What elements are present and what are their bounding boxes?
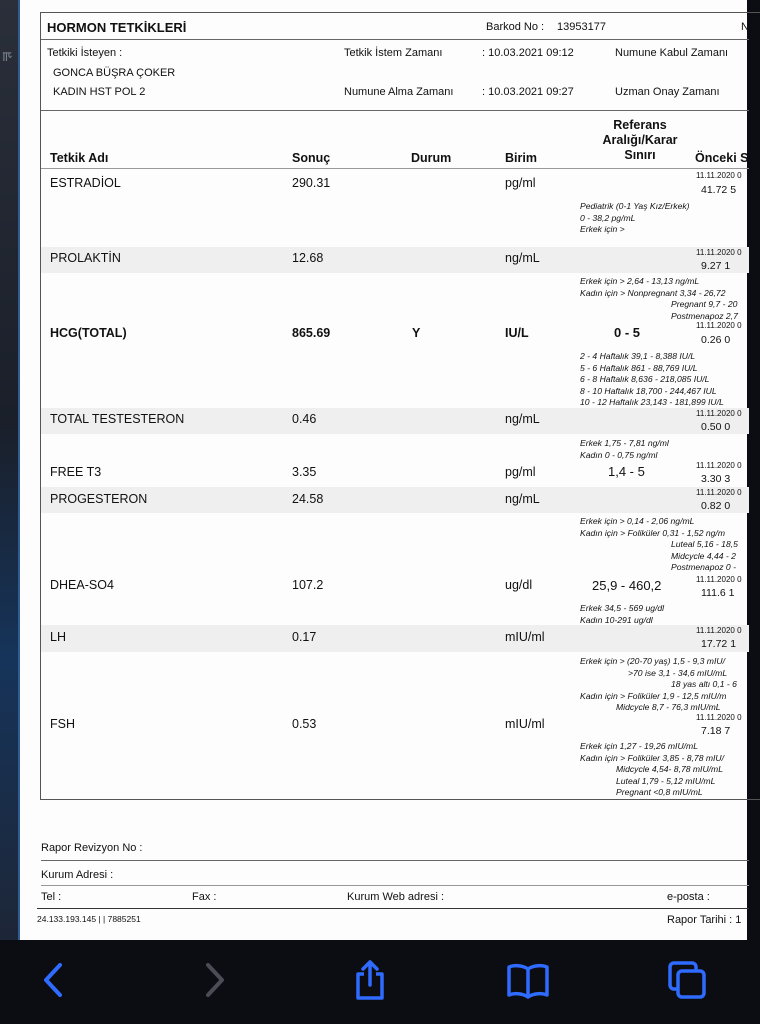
test-unit: pg/ml bbox=[505, 465, 536, 479]
address-label: Kurum Adresi : bbox=[41, 869, 114, 881]
reference-note: 2 - 4 Haftalık 39,1 - 8,388 IU/L 5 - 6 Haftalık 861 - 88,769 IU/L 6 - 8 Haftalık 8,636 - 218,085 IU/L 8 - 10 Haftalık 18,700 - 244,467 IUL 10 - 12 Haftalık 23,143 - 181,899 IU/L bbox=[580, 351, 724, 407]
col-header-previous: Önceki S bbox=[695, 151, 749, 165]
previous-value: 0.26 0 bbox=[701, 334, 731, 346]
previous-value: 3.30 3 bbox=[701, 473, 731, 485]
test-name: TOTAL TESTESTERON bbox=[50, 412, 185, 426]
reference-note: Erkek için > 0,14 - 2,06 ng/mL Kadın için > Foliküler 0,31 - 1,52 ng/m Luteal 5,16 - 18,5 Midcycle 4,44 - 2 Postmenapoz 0 - bbox=[580, 516, 738, 572]
test-unit: mIU/ml bbox=[505, 717, 545, 731]
previous-date: 11.11.2020 0 bbox=[696, 713, 742, 722]
test-result: 12.68 bbox=[292, 251, 324, 265]
ip-line: 24.133.193.145 | | 7885251 bbox=[37, 914, 141, 924]
previous-value: 7.18 7 bbox=[701, 725, 731, 737]
test-unit: ng/mL bbox=[505, 412, 540, 426]
browser-toolbar bbox=[0, 940, 747, 1024]
fax-label: Fax : bbox=[192, 891, 217, 903]
request-time-label: Tetkik İstem Zamanı bbox=[344, 47, 443, 59]
test-unit: mIU/ml bbox=[505, 630, 545, 644]
previous-date: 11.11.2020 0 bbox=[696, 575, 742, 584]
header-cut-text: N bbox=[741, 21, 749, 33]
patient-divider bbox=[41, 110, 749, 111]
test-result: 0.17 bbox=[292, 630, 317, 644]
reference-note: Erkek 34,5 - 569 ug/dl Kadın 10-291 ug/dl bbox=[580, 603, 665, 625]
test-result: 24.58 bbox=[292, 492, 324, 506]
forward-button[interactable] bbox=[190, 958, 240, 1002]
previous-value: 17.72 1 bbox=[701, 638, 737, 650]
test-name: FSH bbox=[50, 717, 75, 731]
barcode-value: 13953177 bbox=[557, 21, 606, 33]
sample-time-label: Numune Alma Zamanı bbox=[344, 86, 454, 98]
tel-label: Tel : bbox=[41, 891, 62, 903]
sample-time-value: : 10.03.2021 09:27 bbox=[482, 86, 574, 98]
previous-date: 11.11.2020 0 bbox=[696, 488, 742, 497]
test-result: 0.53 bbox=[292, 717, 317, 731]
reference-note: Pediatrik (0-1 Yaş Kız/Erkek) 0 - 38,2 pg/mL Erkek için > bbox=[580, 201, 690, 234]
previous-date: 11.11.2020 0 bbox=[696, 409, 742, 418]
web-label: Kurum Web adresi : bbox=[347, 891, 445, 903]
row-shade-prolaktin bbox=[41, 247, 749, 273]
header-divider bbox=[41, 39, 749, 40]
test-unit: ng/mL bbox=[505, 492, 540, 506]
test-status-flag: Y bbox=[412, 326, 421, 340]
share-icon bbox=[352, 959, 388, 1001]
requester-label: Tetkiki İsteyen : bbox=[47, 47, 123, 59]
test-unit: ug/dl bbox=[505, 578, 533, 592]
test-name: FREE T3 bbox=[50, 465, 102, 479]
patient-name: GONCA BÜŞRA ÇOKER bbox=[53, 67, 176, 79]
col-header-status: Durum bbox=[411, 151, 452, 165]
footer-divider bbox=[41, 860, 749, 861]
previous-value: 0.50 0 bbox=[701, 421, 731, 433]
test-name: LH bbox=[50, 630, 66, 644]
request-time-value: : 10.03.2021 09:12 bbox=[482, 47, 574, 59]
col-header-reference: Referans Aralığı/Karar Sınırı bbox=[602, 118, 678, 162]
bookmarks-button[interactable] bbox=[503, 958, 553, 1002]
footer-divider-3 bbox=[37, 908, 749, 909]
test-result: 107.2 bbox=[292, 578, 324, 592]
test-name: HCG(TOTAL) bbox=[50, 326, 127, 340]
forward-icon bbox=[203, 962, 227, 998]
footer-divider-2 bbox=[41, 885, 749, 886]
reference-note: Erkek için 1,27 - 19,26 mIU/mL Kadın için > Foliküler 3,85 - 8,78 mIU/ Midcycle 4,54- 8,78 mIU/mL Luteal 1,79 - 5,12 mIU/mL Pregnant <0,8 mIU/mL bbox=[580, 741, 725, 797]
background-glyph: ꯒ bbox=[2, 50, 13, 65]
reference-range: 1,4 - 5 bbox=[608, 464, 645, 479]
previous-date: 11.11.2020 0 bbox=[696, 461, 742, 470]
previous-date: 11.11.2020 0 bbox=[696, 321, 742, 330]
test-name: ESTRADİOL bbox=[50, 176, 121, 190]
background-window-edge bbox=[0, 0, 20, 940]
share-button[interactable] bbox=[345, 958, 395, 1002]
previous-value: 9.27 1 bbox=[701, 260, 731, 272]
tabs-button[interactable] bbox=[662, 958, 712, 1002]
report-date-label: Rapor Tarihi : 1 bbox=[667, 914, 742, 926]
reference-note: Erkek için > (20-70 yaş) 1,5 - 9,3 mIU/ >70 ise 3,1 - 34,6 mIU/mL 18 yas altı 0,1 - 6 Kadın için > Foliküler 1,9 - 12,5 mIU/m Midcycle 8,7 - 76,3 mIU/mL bbox=[580, 656, 737, 712]
test-name: PROLAKTİN bbox=[50, 251, 121, 265]
report-page bbox=[18, 0, 747, 940]
clinic-name: KADIN HST POL 2 bbox=[53, 86, 146, 98]
col-header-unit: Birim bbox=[505, 151, 537, 165]
test-unit: ng/mL bbox=[505, 251, 540, 265]
test-unit: pg/ml bbox=[505, 176, 536, 190]
reference-range: 25,9 - 460,2 bbox=[592, 578, 662, 593]
previous-value: 41.72 5 bbox=[701, 184, 737, 196]
test-result: 0.46 bbox=[292, 412, 317, 426]
accept-time-label: Numune Kabul Zamanı bbox=[615, 47, 729, 59]
column-header-divider bbox=[41, 168, 749, 169]
bookmarks-icon bbox=[505, 961, 551, 999]
back-icon bbox=[41, 962, 65, 998]
row-shade-lh bbox=[41, 625, 749, 652]
email-label: e-posta : bbox=[667, 891, 710, 903]
tabs-icon bbox=[666, 959, 708, 1001]
previous-date: 11.11.2020 0 bbox=[696, 248, 742, 257]
test-result: 865.69 bbox=[292, 326, 331, 340]
reference-range: 0 - 5 bbox=[614, 325, 641, 340]
reference-note: Erkek için > 2,64 - 13,13 ng/mL Kadın için > Nonpregnant 3,34 - 26,72 Pregnant 9,7 - 20 Postmenapoz 2,7 bbox=[580, 276, 738, 321]
approve-time-label: Uzman Onay Zamanı bbox=[615, 86, 720, 98]
test-name: DHEA-SO4 bbox=[50, 578, 114, 592]
col-header-result: Sonuç bbox=[292, 151, 331, 165]
test-result: 290.31 bbox=[292, 176, 331, 190]
test-name: PROGESTERON bbox=[50, 492, 148, 506]
previous-value: 111.6 1 bbox=[701, 587, 735, 599]
report-title: HORMON TETKİKLERİ bbox=[47, 20, 187, 35]
previous-date: 11.11.2020 0 bbox=[696, 626, 742, 635]
col-header-test: Tetkik Adı bbox=[50, 151, 109, 165]
previous-date: 11.11.2020 0 bbox=[696, 171, 742, 180]
reference-note: Erkek 1,75 - 7,81 ng/ml Kadın 0 - 0,75 ng/ml bbox=[580, 438, 669, 460]
test-result: 3.35 bbox=[292, 465, 317, 479]
test-unit: IU/L bbox=[505, 326, 529, 340]
revision-label: Rapor Revizyon No : bbox=[41, 842, 143, 854]
previous-value: 0.82 0 bbox=[701, 500, 731, 512]
back-button[interactable] bbox=[28, 958, 78, 1002]
barcode-label: Barkod No : bbox=[486, 21, 545, 33]
